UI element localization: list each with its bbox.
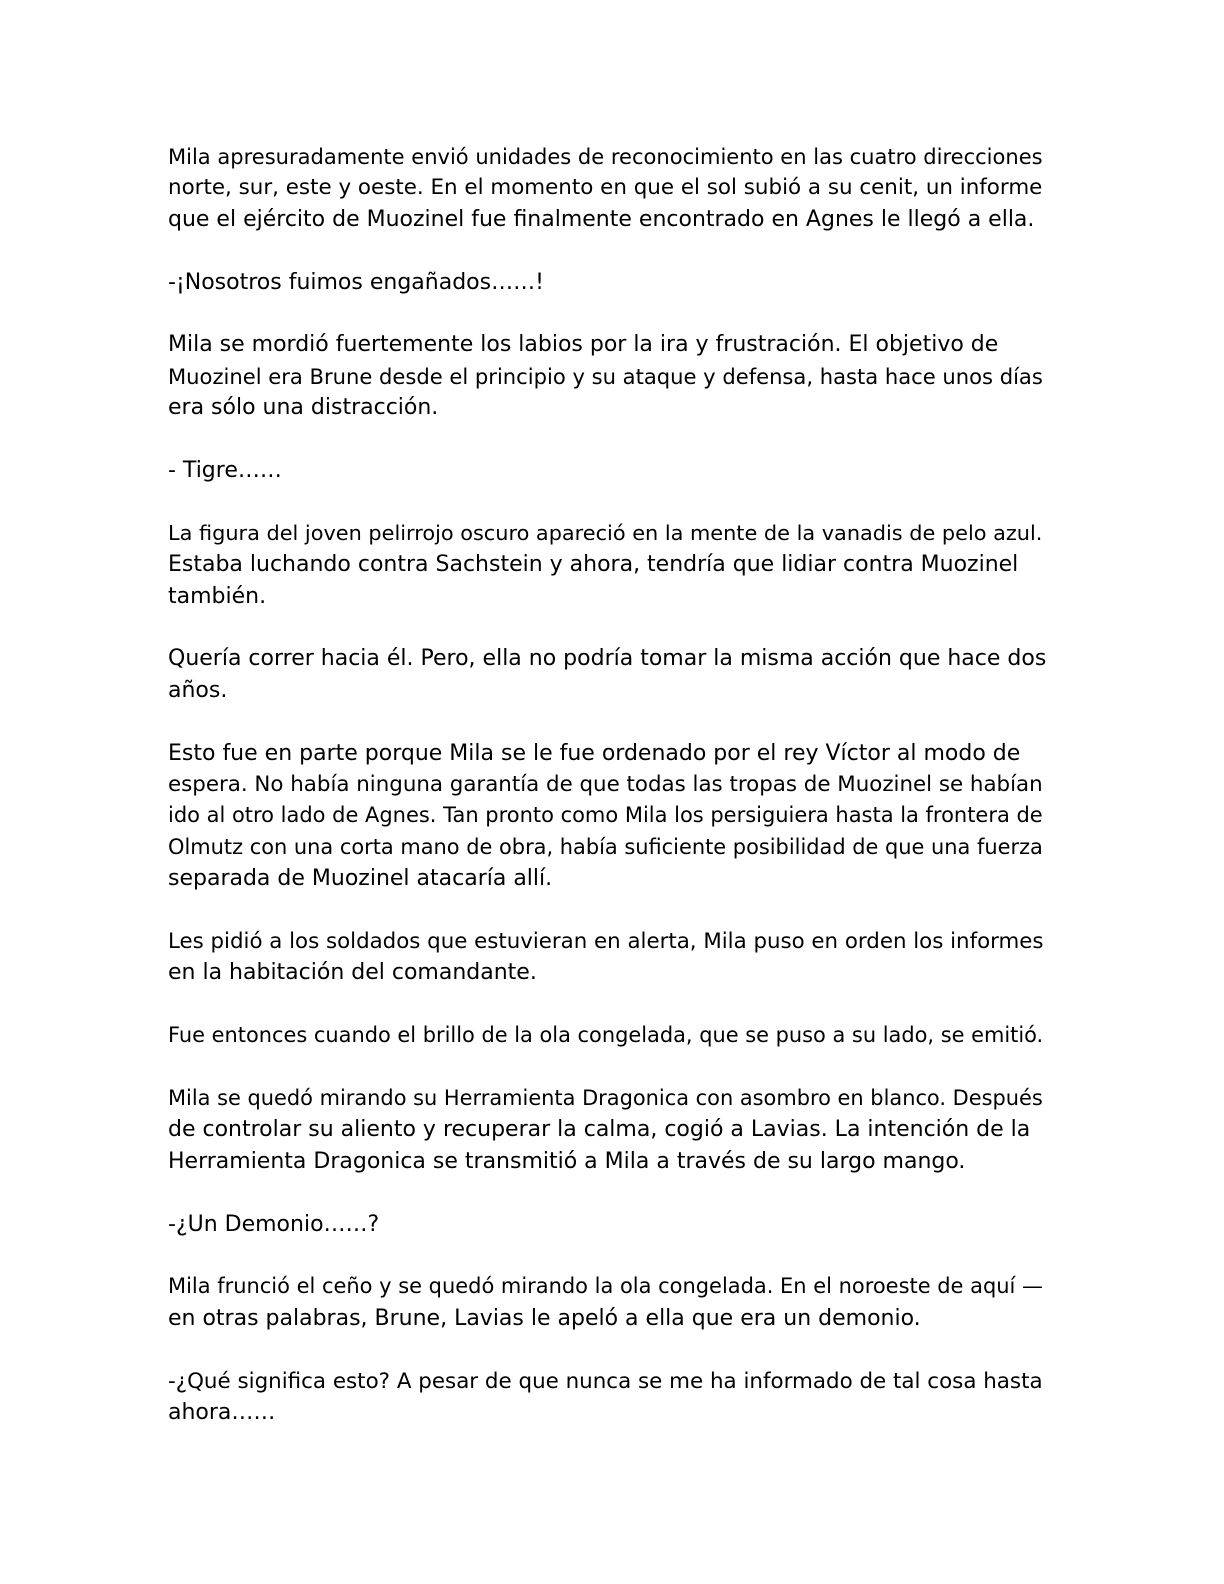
paragraph: [168, 267, 1048, 298]
paragraph: [168, 518, 1048, 612]
paragraph: [168, 329, 1048, 423]
text-line: Quería correr hacia él. Pero, ella no podría tomar la misma acción que hace dos: [168, 646, 1047, 672]
text-line: Mila se quedó mirando su Herramienta Dragonica con asombro en blanco. Después: [168, 1086, 1043, 1111]
text-line: Olmutz con una corta mano de obra, había suficiente posibilidad de que una fuerza: [168, 834, 1043, 859]
text-line: Mila apresuradamente envió unidades de reconocimiento en las cuatro direcciones: [168, 144, 1043, 169]
text-line: -¡Nosotros fuimos engañados……!: [168, 269, 544, 295]
text-line: Les pidió a los soldados que estuvieran en alerta, Mila puso en orden los informes: [168, 929, 1044, 955]
text-line: Esto fue en parte porque Mila se le fue ordenado por el rey Víctor al modo de: [168, 740, 1021, 766]
text-line: Mila se mordió fuertemente los labios por la ira y frustración. El objetivo de: [168, 332, 999, 358]
paragraph: [168, 1020, 1048, 1051]
text-line: de controlar su aliento y recuperar la calma, cogió a Lavias. La intención de la: [168, 1117, 1031, 1143]
paragraph: [168, 643, 1048, 706]
text-line: Estaba luchando contra Sachstein y ahora, tendría que lidiar contra Muozinel: [168, 552, 1019, 578]
text-line: espera. No había ninguna garantía de que todas las tropas de Muozinel se habían: [168, 772, 1043, 798]
text-line: en otras palabras, Brune, Lavias le apeló a ella que era un demonio.: [168, 1305, 921, 1331]
text-line: años.: [168, 677, 228, 703]
text-line: Mila frunció el ceño y se quedó mirando la ola congelada. En el noroeste de aquí —: [168, 1274, 1043, 1299]
text-line: -¿Un Demonio……?: [168, 1211, 380, 1237]
text-line: que el ejército de Muozinel fue finalmente encontrado en Agnes le llegó a ella.: [168, 206, 1035, 232]
paragraph: [168, 1271, 1048, 1334]
text-line: también.: [168, 583, 267, 609]
paragraph: [168, 141, 1048, 235]
text-line: separada de Muozinel atacaría allí.: [168, 866, 553, 892]
text-line: norte, sur, este y oeste. En el momento en que el sol subió a su cenit, un informe: [168, 175, 1043, 201]
paragraph: [168, 926, 1048, 989]
text-line: - Tigre……: [168, 458, 282, 484]
paragraph: [168, 455, 1048, 486]
text-line: era sólo una distracción.: [168, 395, 439, 421]
text-line: -¿Qué significa esto? A pesar de que nunca se me ha informado de tal cosa hasta: [168, 1368, 1043, 1394]
document-body: [168, 141, 1048, 1460]
paragraph: [168, 1209, 1048, 1240]
paragraph: [168, 1366, 1048, 1429]
text-line: Herramienta Dragonica se transmitió a Mila a través de su largo mango.: [168, 1148, 966, 1174]
paragraph: [168, 1083, 1048, 1177]
text-line: Muozinel era Brune desde el principio y su ataque y defensa, hasta hace unos días: [168, 363, 1043, 389]
text-line: en la habitación del comandante.: [168, 960, 537, 986]
text-line: La figura del joven pelirrojo oscuro apareció en la mente de la vanadis de pelo azul.: [168, 520, 1043, 545]
text-line: ido al otro lado de Agnes. Tan pronto como Mila los persiguiera hasta la frontera de: [168, 803, 1043, 828]
paragraph: [168, 738, 1048, 895]
text-line: ahora……: [168, 1400, 276, 1426]
text-line: Fue entonces cuando el brillo de la ola congelada, que se puso a su lado, se emitió.: [168, 1023, 1044, 1048]
